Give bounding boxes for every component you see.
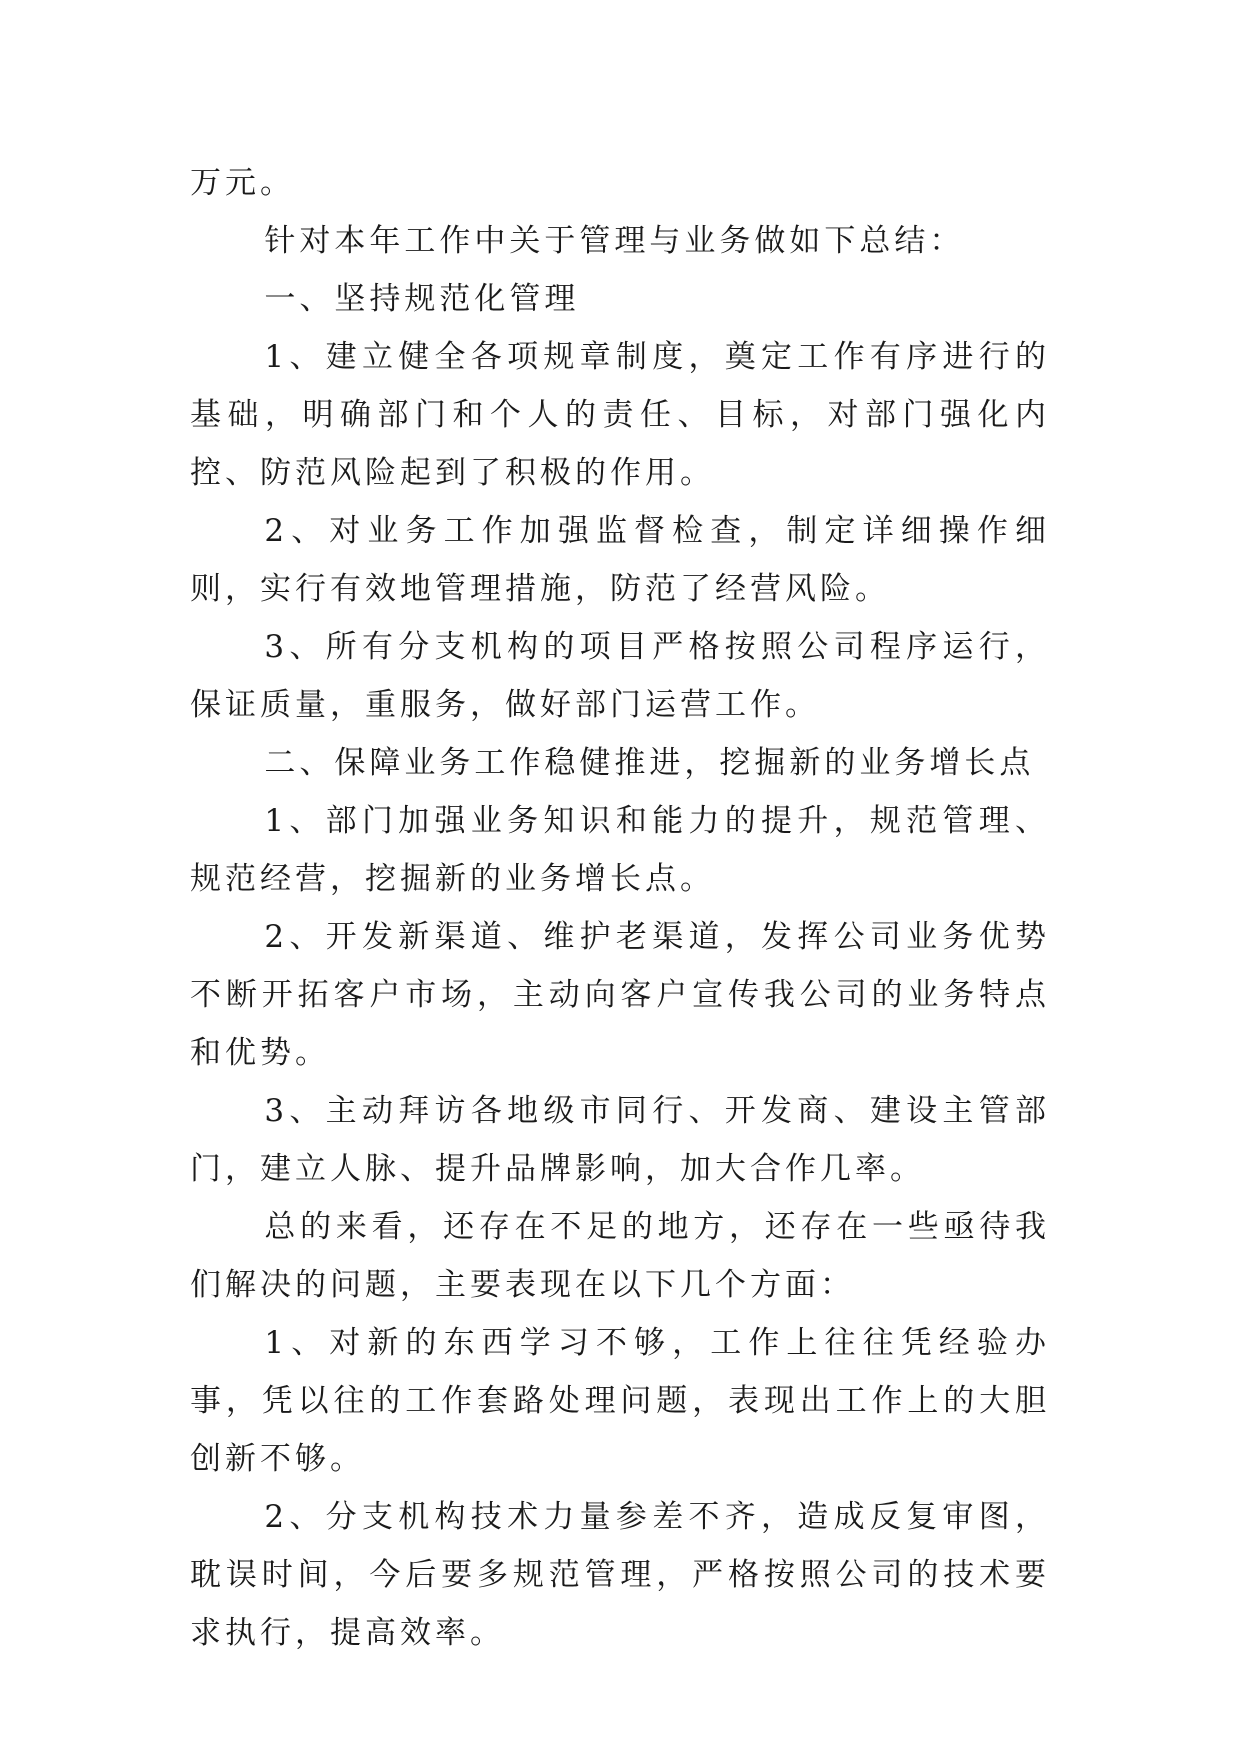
paragraph-summary-intro: 针对本年工作中关于管理与业务做如下总结： xyxy=(264,223,965,259)
list-item-1-1: 1、建立健全各项规章制度，奠定工作有序进行的基础，明确部门和个人的责任、目标，对部门强化内控、防范风险起到了积极的作用。 xyxy=(190,339,1050,491)
list-item-1-3: 3、所有分支机构的项目严格按照公司程序运行，保证质量，重服务，做好部门运营工作。 xyxy=(190,629,1050,723)
list-item-3-1: 1、对新的东西学习不够，工作上往往凭经验办事，凭以往的工作套路处理问题，表现出工作上的大胆创新不够。 xyxy=(190,1325,1050,1477)
section-heading-1: 一、坚持规范化管理 xyxy=(264,281,580,317)
list-item-2-2: 2、开发新渠道、维护老渠道，发挥公司业务优势不断开拓客户市场，主动向客户宣传我公司的业务特点和优势。 xyxy=(190,919,1050,1071)
list-item-3-2: 2、分支机构技术力量参差不齐，造成反复审图，耽误时间，今后要多规范管理，严格按照公司的技术要求执行，提高效率。 xyxy=(190,1499,1050,1651)
paragraph-shortcomings-intro: 总的来看，还存在不足的地方，还存在一些亟待我们解决的问题，主要表现在以下几个方面： xyxy=(190,1209,1050,1303)
list-item-1-2: 2、对业务工作加强监督检查，制定详细操作细则，实行有效地管理措施，防范了经营风险。 xyxy=(190,513,1050,607)
list-item-2-3: 3、主动拜访各地级市同行、开发商、建设主管部门，建立人脉、提升品牌影响，加大合作几率。 xyxy=(190,1093,1050,1187)
document-body xyxy=(190,154,1050,1662)
section-heading-2: 二、保障业务工作稳健推进，挖掘新的业务增长点 xyxy=(264,745,1035,781)
paragraph-continuation: 万元。 xyxy=(190,165,295,201)
list-item-2-1: 1、部门加强业务知识和能力的提升，规范管理、规范经营，挖掘新的业务增长点。 xyxy=(190,803,1050,897)
